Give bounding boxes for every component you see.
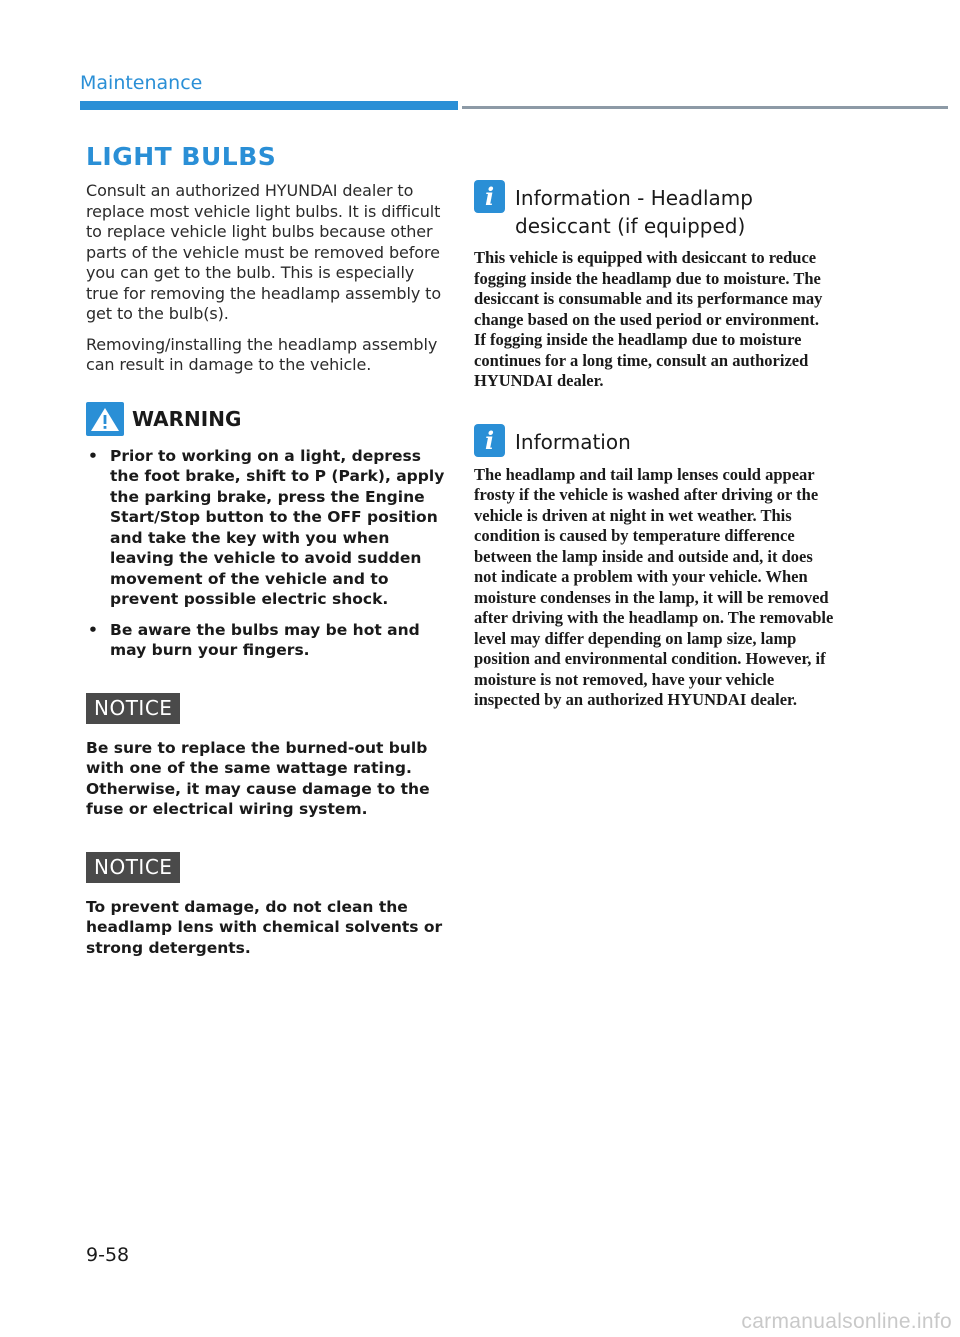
warning-item-text: Be aware the bulbs may be hot and may burn your fingers. — [110, 620, 420, 659]
header-rule-accent — [80, 101, 458, 110]
warning-item — [86, 446, 446, 610]
body-paragraph: Removing/installing the headlamp assembly can result in damage to the vehicle. — [86, 334, 438, 374]
info-title: Information — [515, 429, 631, 454]
notice-badge: NOTICE — [86, 693, 180, 724]
info-header — [474, 180, 834, 240]
notice-badge: NOTICE — [86, 852, 180, 883]
body-paragraph: Consult an authorized HYUNDAI dealer to replace most vehicle light bulbs. It is difficult to replace vehicle light bulbs because other parts of the vehicle must be removed before you can get to the bulb. This is especially true for removing the headlamp assembly to get to the bulb(s). — [86, 181, 442, 323]
section-title: LIGHT BULBS — [86, 142, 277, 171]
notice-text: Be sure to replace the burned-out bulb with one of the same wattage rating. Otherwise, it may cause damage to the fuse or electrical wiring system. — [86, 738, 430, 818]
warning-item-text: Prior to working on a light, depress the foot brake, shift to P (Park), apply the parking brake, press the Engine Start/Stop button to the OFF position and take the key with you when leaving the vehicle to avoid sudden movement of the vehicle and to prevent possible electric shock. — [110, 446, 445, 608]
warning-list — [86, 446, 446, 661]
notice-text: To prevent damage, do not clean the headlamp lens with chemical solvents or strong detergents. — [86, 897, 443, 957]
warning-title: WARNING — [132, 406, 242, 431]
page-number: 9-58 — [86, 1244, 130, 1266]
warning-item — [86, 620, 446, 661]
bullet-icon: • — [88, 620, 98, 639]
info-icon: i — [474, 424, 505, 457]
warning-header — [86, 402, 446, 436]
warning-triangle-icon — [86, 402, 124, 436]
info-text: This vehicle is equipped with desiccant to reduce fogging inside the headlamp due to moisture. The desiccant is consumable and its performance may change based on the used period or environment. If fogging inside the headlamp due to moisture continues for a long time, consult an authorized HYUNDAI dealer. — [474, 248, 823, 390]
info-header — [474, 424, 834, 457]
info-icon: i — [474, 180, 505, 213]
header-rule-gray — [462, 106, 948, 109]
right-column — [474, 180, 834, 743]
watermark: carmanualsonline.info — [741, 1310, 952, 1333]
info-title: Information - Headlamp desiccant (if equipped) — [515, 186, 753, 238]
info-text: The headlamp and tail lamp lenses could appear frosty if the vehicle is washed after driving or the vehicle is driven at night in wet weather. This condition is caused by temperature difference between the lamp inside and outside and, it does not indicate a problem with your vehicle. When moisture condenses in the lamp, it will be removed after driving with the headlamp on. The removable level may differ depending on lamp size, lamp position and environmental condition. However, if moisture is not removed, have your vehicle inspected by an authorized HYUNDAI dealer. — [474, 464, 834, 709]
left-column — [86, 142, 446, 968]
page-header-title: Maintenance — [80, 72, 203, 94]
bullet-icon: • — [88, 446, 98, 465]
